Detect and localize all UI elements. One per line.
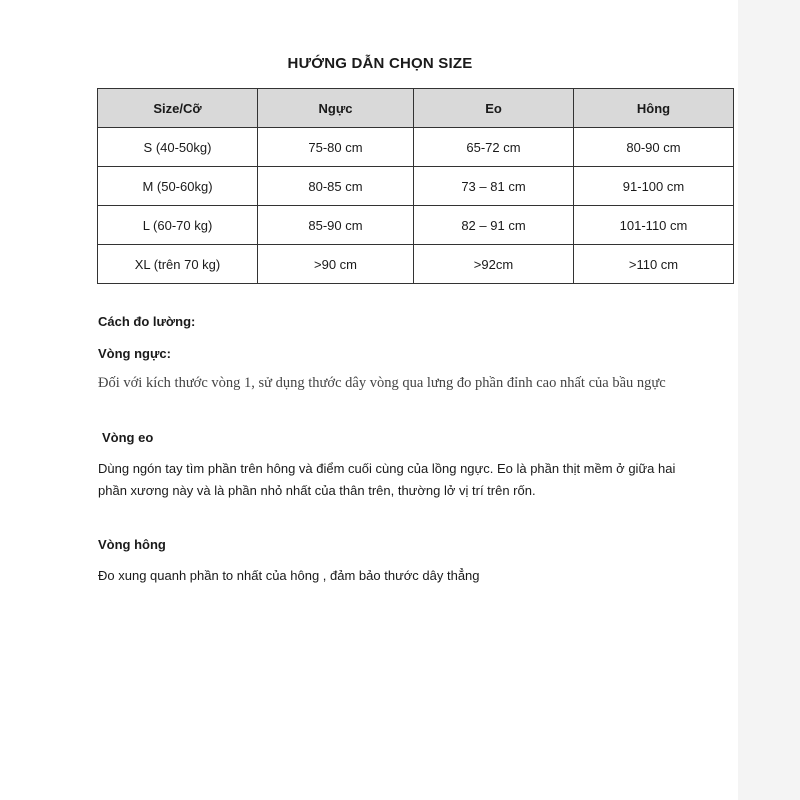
cell-waist: >92cm	[414, 245, 574, 284]
measure-heading: Cách đo lường:	[98, 314, 196, 329]
table-row	[98, 128, 734, 167]
cell-waist: 65-72 cm	[414, 128, 574, 167]
cell-hip: >110 cm	[574, 245, 734, 284]
cell-hip: 91-100 cm	[574, 167, 734, 206]
chest-heading: Vòng ngực:	[98, 346, 171, 361]
cell-chest: 75-80 cm	[258, 128, 414, 167]
hip-instructions: Đo xung quanh phần to nhất của hông , đảm bảo thước dây thẳng	[98, 568, 480, 583]
cell-size: M (50-60kg)	[98, 167, 258, 206]
page-margin-strip	[738, 0, 800, 800]
header-waist: Eo	[414, 89, 574, 128]
cell-chest: 80-85 cm	[258, 167, 414, 206]
hip-heading: Vòng hông	[98, 537, 166, 552]
waist-heading: Vòng eo	[102, 430, 154, 445]
cell-waist: 82 – 91 cm	[414, 206, 574, 245]
cell-size: L (60-70 kg)	[98, 206, 258, 245]
table-header-row	[98, 89, 734, 128]
waist-instructions: Dùng ngón tay tìm phần trên hông và điểm cuối cùng của lồng ngực. Eo là phần thịt mềm ở giữa hai phần xương này và là phần nhỏ nhất của thân trên, thường lở vị trí trên rốn.	[98, 461, 676, 498]
cell-waist: 73 – 81 cm	[414, 167, 574, 206]
cell-hip: 80-90 cm	[574, 128, 734, 167]
table-row	[98, 206, 734, 245]
page-title: HƯỚNG DẪN CHỌN SIZE	[287, 55, 473, 72]
chest-instructions: Đối với kích thước vòng 1, sử dụng thước dây vòng qua lưng đo phần đỉnh cao nhất của bầu ngực	[98, 375, 666, 391]
header-chest: Ngực	[258, 89, 414, 128]
cell-chest: >90 cm	[258, 245, 414, 284]
table-row	[98, 167, 734, 206]
cell-hip: 101-110 cm	[574, 206, 734, 245]
header-size: Size/Cỡ	[98, 89, 258, 128]
size-table	[97, 88, 734, 284]
header-hip: Hông	[574, 89, 734, 128]
table-row	[98, 245, 734, 284]
cell-size: XL (trên 70 kg)	[98, 245, 258, 284]
cell-chest: 85-90 cm	[258, 206, 414, 245]
cell-size: S (40-50kg)	[98, 128, 258, 167]
